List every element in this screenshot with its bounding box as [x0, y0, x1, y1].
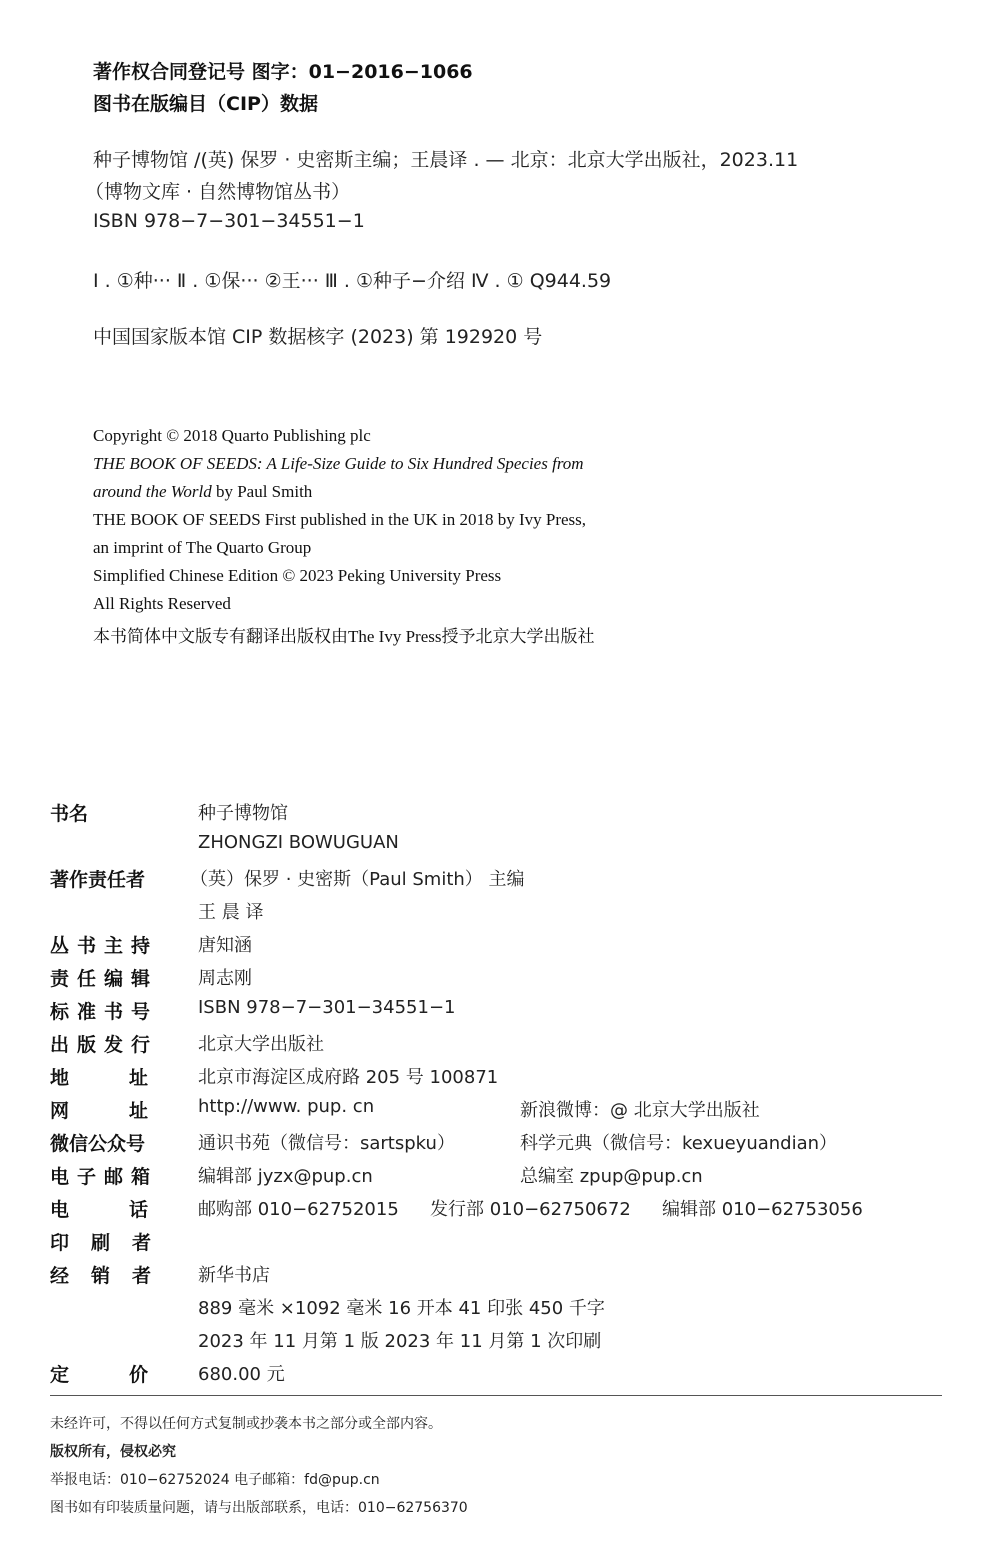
- edition-printing: 2023 年 11 月第 1 版 2023 年 11 月第 1 次印刷: [198, 1331, 602, 1352]
- label-phone: 电话: [50, 1199, 209, 1221]
- label-distributor: 经销者: [50, 1265, 174, 1287]
- footer-divider: [50, 1395, 942, 1396]
- address: 北京市海淀区成府路 205 号 100871: [198, 1067, 499, 1088]
- authors: （英）保罗 · 史密斯（Paul Smith） 主编: [190, 869, 525, 890]
- chinese-rights-statement: 本书简体中文版专有翻译出版权由The Ivy Press授予北京大学出版社: [93, 627, 595, 646]
- english-imprint: an imprint of The Quarto Group: [93, 538, 312, 557]
- label-book-name: [50, 799, 150, 826]
- cip-record-number: 中国国家版本馆 CIP 数据核字 (2023) 第 192920 号: [93, 326, 543, 348]
- label-publisher: 出版发行: [50, 1034, 159, 1056]
- price: 680.00 元: [198, 1364, 285, 1385]
- cip-main-entry: 种子博物馆 /(英) 保罗 · 史密斯主编；王晨译 . — 北京：北京大学出版社，2023.11: [93, 149, 799, 171]
- phone-mail-order: 邮购部 010−62752015: [198, 1199, 399, 1220]
- isbn: ISBN 978−7−301−34551−1: [198, 997, 456, 1018]
- book-format: 889 毫米 ×1092 毫米 16 开本 41 印张 450 千字: [198, 1298, 605, 1319]
- label-book-name-text: 书名: [50, 803, 89, 825]
- translator: 王 晨 译: [198, 902, 264, 923]
- label-authors: 著作责任者: [50, 869, 146, 891]
- phone-editorial: 编辑部 010−62753056: [662, 1199, 863, 1220]
- wechat-account-2: 科学元典（微信号：kexueyuandian）: [520, 1133, 838, 1154]
- weibo: 新浪微博：@ 北京大学出版社: [520, 1100, 760, 1121]
- book-name: 种子博物馆: [198, 803, 288, 824]
- email-chief-office: 总编室 zpup@pup.cn: [520, 1166, 703, 1187]
- phone-distribution: 发行部 010−62750672: [430, 1199, 631, 1220]
- editor: 周志刚: [198, 968, 252, 989]
- cip-isbn: ISBN 978−7−301−34551−1: [93, 210, 365, 232]
- english-title-italic-2: around the World: [93, 482, 212, 501]
- english-simplified-edition: Simplified Chinese Edition © 2023 Peking University Press: [93, 566, 502, 585]
- label-email: 电子邮箱: [50, 1166, 159, 1188]
- label-isbn: 标准书号: [50, 1001, 159, 1023]
- english-all-rights: All Rights Reserved: [93, 594, 231, 613]
- english-title-line2: [93, 482, 312, 502]
- english-author: by Paul Smith: [211, 482, 313, 501]
- book-pinyin: ZHONGZI BOWUGUAN: [198, 832, 399, 853]
- website: http://www. pup. cn: [198, 1096, 375, 1117]
- label-printer: 印刷者: [50, 1232, 174, 1254]
- label-wechat: 微信公众号: [50, 1133, 146, 1155]
- english-title-italic: THE BOOK OF SEEDS: A Life-Size Guide to Six Hundred Species from: [93, 454, 584, 473]
- copyright-registration-number: 著作权合同登记号 图字：01−2016−1066: [93, 61, 473, 83]
- publisher: 北京大学出版社: [198, 1034, 324, 1055]
- cip-heading: 图书在版编目（CIP）数据: [93, 93, 318, 115]
- reproduction-notice: 未经许可，不得以任何方式复制或抄袭本书之部分或全部内容。: [50, 1416, 442, 1432]
- english-title-line1: [93, 454, 584, 474]
- label-website: 网址: [50, 1100, 209, 1122]
- english-first-published: THE BOOK OF SEEDS First published in the UK in 2018 by Ivy Press,: [93, 510, 587, 529]
- label-editor: 责任编辑: [50, 968, 159, 990]
- report-contact: 举报电话：010−62752024 电子邮箱：fd@pup.cn: [50, 1472, 380, 1488]
- wechat-account-1: 通识书苑（微信号：sartspku）: [198, 1133, 455, 1154]
- all-rights-reserved: 版权所有，侵权必究: [50, 1444, 176, 1460]
- series-host: 唐知涵: [198, 935, 252, 956]
- cip-series: （博物文库 · 自然博物馆丛书）: [85, 181, 351, 203]
- label-price: 定价: [50, 1364, 209, 1386]
- distributor: 新华书店: [198, 1265, 270, 1286]
- label-series-host: 丛书主持: [50, 935, 159, 957]
- english-copyright: Copyright © 2018 Quarto Publishing plc: [93, 426, 371, 445]
- label-address: 地址: [50, 1067, 209, 1089]
- email-editorial: 编辑部 jyzx@pup.cn: [198, 1166, 373, 1187]
- quality-contact: 图书如有印装质量问题，请与出版部联系，电话：010−62756370: [50, 1500, 468, 1516]
- cip-classification: Ⅰ . ①种··· Ⅱ . ①保··· ②王··· Ⅲ . ①种子−介绍 Ⅳ . ① Q944.59: [93, 270, 612, 292]
